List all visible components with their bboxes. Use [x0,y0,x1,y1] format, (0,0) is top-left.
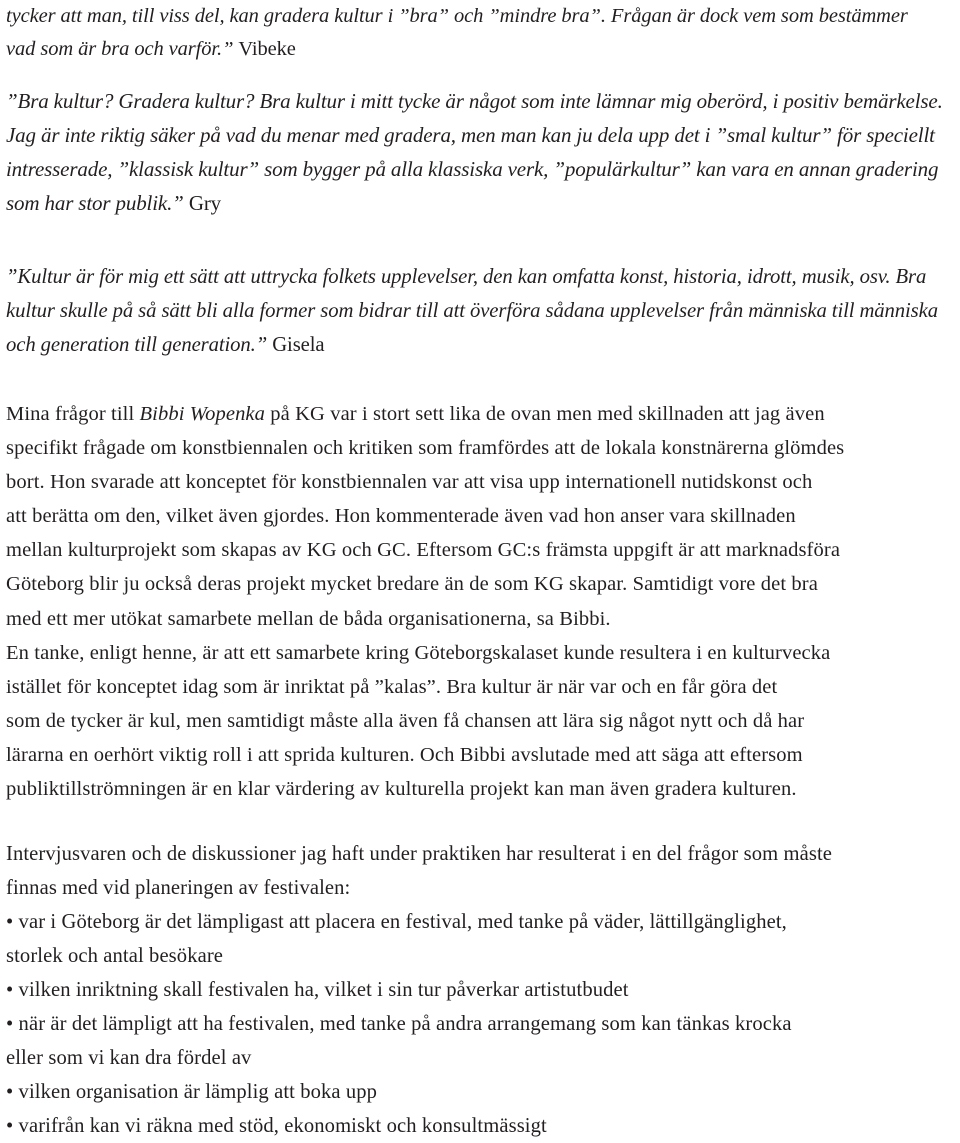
bullet-item: • varifrån kan vi räkna med stöd, ekonomiskt och konsultmässigt [6,1115,547,1137]
bullet-item: • när är det lämpligt att ha festivalen, med tanke på andra arrangemang som kan tänkas krocka [6,1013,792,1035]
quote-line [6,328,956,362]
quote-vibeke [6,0,956,66]
bullet-item: • var i Göteborg är det lämpligast att placera en festival, med tanke på väder, lättillgänglighet, [6,911,787,933]
quote-gry [6,84,956,220]
bullet-item: • vilken organisation är lämplig att boka upp [6,1081,378,1103]
bullet-item: • vilken inriktning skall festivalen ha, vilket i sin tur påverkar artistutbudet [6,979,629,1001]
text-segment: på KG var i stort sett lika de ovan men med skillnaden att jag även [265,403,825,425]
quote-author: Vibeke [238,38,296,60]
paragraph-line: istället för konceptet idag som är inriktat på ”kalas”. Bra kultur är när var och en får göra det [6,675,778,698]
paragraph-line: mellan kulturprojekt som skapas av KG och GC. Eftersom GC:s främsta uppgift är att marknadsföra [6,539,841,562]
paragraph-line: specifikt frågade om konstbiennalen och kritiken som framfördes att de lokala konstnärerna glömdes [6,437,845,460]
paragraph-line: bort. Hon svarade att konceptet för konstbiennalen var att visa upp internationell nutidskonst och [6,471,813,494]
paragraph-line: En tanke, enligt henne, är att ett samarbete kring Göteborgskalaset kunde resultera i en kulturvecka [6,641,831,664]
paragraph-festival-questions [6,837,956,1143]
quote-line: tycker att man, till viss del, kan gradera kultur i ”bra” och ”mindre bra”. Frågan är dock vem som bestämmer [6,5,908,27]
paragraph-line: finnas med vid planeringen av festivalen: [6,877,351,899]
bullet-item-continuation: eller som vi kan dra fördel av [6,1047,252,1069]
bullet-item-continuation: storlek och antal besökare [6,945,224,967]
quote-text: vad som är bra och varför.” [6,38,234,60]
paragraph-interview-bibbi [6,397,958,806]
paragraph-line: Intervjusvaren och de diskussioner jag haft under praktiken har resulterat i en del frågor som måste [6,843,833,865]
text-segment: Mina frågor till [6,403,140,425]
paragraph-line: att berätta om den, vilket även gjordes. Hon kommenterade även vad hon anser vara skillnaden [6,505,796,528]
person-name: Bibbi Wopenka [139,403,266,425]
quote-text: och generation till generation.” [6,334,268,356]
quote-line: ”Bra kultur? Gradera kultur? Bra kultur i mitt tycke är något som inte lämnar mig oberörd, i positiv bemärkelse. [6,89,943,113]
quote-line [6,33,956,66]
quote-line: Jag är inte riktig säker på vad du menar med gradera, men man kan ju dela upp det i ”smal kultur” för speciellt [6,123,935,147]
paragraph-line [6,397,958,431]
quote-author: Gry [188,191,222,215]
paragraph-line: med ett mer utökat samarbete mellan de båda organisationerna, sa Bibbi. [6,607,611,630]
quote-author: Gisela [272,334,325,356]
quote-gisela [6,260,956,362]
paragraph-line: som de tycker är kul, men samtidigt måste alla även få chansen att lära sig något nytt och då har [6,709,805,732]
quote-text: som har stor publik.” [6,191,184,215]
paragraph-line: publiktillströmningen är en klar värdering av kulturella projekt kan man även gradera kulturen. [6,778,797,801]
quote-line: ”Kultur är för mig ett sätt att uttrycka folkets upplevelser, den kan omfatta konst, historia, idrott, musik, osv. Bra [6,266,927,288]
quote-line [6,186,956,220]
paragraph-line: Göteborg blir ju också deras projekt mycket bredare än de som KG skapar. Samtidigt vore det bra [6,573,818,596]
paragraph-line: lärarna en oerhört viktig roll i att sprida kulturen. Och Bibbi avslutade med att säga att eftersom [6,743,803,766]
quote-line: kultur skulle på så sätt bli alla former som bidrar till att överföra sådana upplevelser från människa till människa [6,300,938,322]
quote-line: intresserade, ”klassisk kultur” som bygger på alla klassiska verk, ”populärkultur” kan vara en annan gradering [6,157,939,181]
